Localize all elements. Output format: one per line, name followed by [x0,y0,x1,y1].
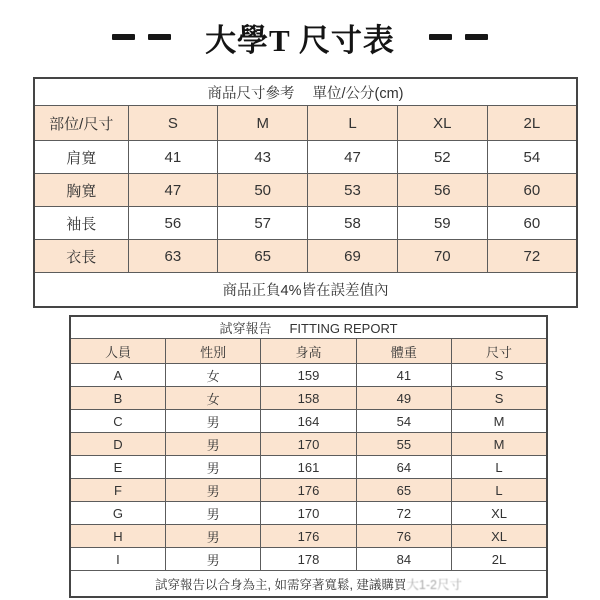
size-value: 52 [397,141,487,174]
fitting-row [70,502,547,525]
fitting-cell: 76 [356,525,451,548]
size-row-shoulder [34,141,577,174]
fitting-cell: G [70,502,165,525]
size-header-cell: S [128,106,218,141]
product-size-table [33,77,578,308]
fitting-cell: 男 [165,456,260,479]
fitting-cell: 178 [261,548,356,571]
fitting-cell: 2L [452,548,547,571]
size-value: 54 [487,141,577,174]
fitting-cell: 72 [356,502,451,525]
fitting-table-caption-row [70,316,547,339]
fitting-header-cell: 人員 [70,339,165,364]
fitting-footer-text: 試穿報告以合身為主, 如需穿著寬鬆, 建議購買 [155,577,407,592]
size-value: 53 [308,174,398,207]
fitting-cell: M [452,410,547,433]
dash-icon [429,34,452,40]
fitting-cell: 161 [261,456,356,479]
size-value: 63 [128,240,218,273]
fitting-cell: 170 [261,433,356,456]
fitting-report-table [69,315,548,598]
page-title-row [0,14,600,60]
dash-icon [465,34,488,40]
fitting-cell: L [452,479,547,502]
fitting-cell: 65 [356,479,451,502]
fitting-cell: I [70,548,165,571]
size-table-header-row [34,106,577,141]
fitting-row [70,548,547,571]
fitting-cell: S [452,364,547,387]
fitting-cell: 158 [261,387,356,410]
fitting-cell: H [70,525,165,548]
fitting-header-cell: 體重 [356,339,451,364]
fitting-footer-faded-text: 大1-2尺寸 [406,577,462,592]
size-value: 59 [397,207,487,240]
fitting-table-footer-note [70,571,547,598]
size-value: 58 [308,207,398,240]
page-title: 大學T 尺寸表 [205,22,395,58]
size-value: 47 [308,141,398,174]
fitting-cell: 159 [261,364,356,387]
size-value: 69 [308,240,398,273]
size-value: 70 [397,240,487,273]
size-value: 56 [128,207,218,240]
size-value: 56 [397,174,487,207]
size-value: 41 [128,141,218,174]
fitting-cell: 170 [261,502,356,525]
fitting-cell: S [452,387,547,410]
size-value: 43 [218,141,308,174]
fitting-cell: 55 [356,433,451,456]
fitting-table-header-row [70,339,547,364]
fitting-row [70,410,547,433]
fitting-cell: 176 [261,525,356,548]
row-label: 胸寬 [34,174,128,207]
size-value: 47 [128,174,218,207]
fitting-cell: 男 [165,525,260,548]
fitting-caption-en: FITTING REPORT [289,321,398,336]
size-table-caption-row [34,78,577,106]
fitting-cell: XL [452,502,547,525]
size-value: 60 [487,207,577,240]
fitting-cell: 男 [165,433,260,456]
fitting-row [70,479,547,502]
fitting-cell: 女 [165,364,260,387]
fitting-cell: 女 [165,387,260,410]
size-table-footer-note: 商品正負4%皆在誤差值內 [34,273,577,308]
fitting-cell: B [70,387,165,410]
fitting-cell: 84 [356,548,451,571]
fitting-row [70,525,547,548]
title-right-dashes [429,34,488,40]
fitting-cell: 男 [165,502,260,525]
fitting-cell: A [70,364,165,387]
size-value: 60 [487,174,577,207]
title-left-dashes [112,34,171,40]
fitting-cell: C [70,410,165,433]
fitting-cell: XL [452,525,547,548]
fitting-cell: D [70,433,165,456]
size-value: 50 [218,174,308,207]
fitting-cell: 男 [165,479,260,502]
fitting-row [70,387,547,410]
size-header-cell: L [308,106,398,141]
size-value: 65 [218,240,308,273]
row-label: 衣長 [34,240,128,273]
fitting-cell: 男 [165,410,260,433]
fitting-header-cell: 身高 [261,339,356,364]
fitting-row [70,456,547,479]
fitting-cell: 64 [356,456,451,479]
size-header-cell: M [218,106,308,141]
size-header-cell: 部位/尺寸 [34,106,128,141]
fitting-header-cell: 尺寸 [452,339,547,364]
size-header-cell: 2L [487,106,577,141]
size-row-chest [34,174,577,207]
fitting-header-cell: 性別 [165,339,260,364]
dash-icon [112,34,135,40]
fitting-row [70,433,547,456]
size-header-cell: XL [397,106,487,141]
fitting-table-caption [70,316,547,339]
size-table-caption [34,78,577,106]
size-row-sleeve [34,207,577,240]
size-row-length [34,240,577,273]
fitting-cell: 176 [261,479,356,502]
size-table-caption-unit: 單位/公分(cm) [312,85,404,102]
fitting-cell: 54 [356,410,451,433]
fitting-cell: M [452,433,547,456]
size-table-caption-text: 商品尺寸參考 [207,85,295,102]
fitting-cell: 49 [356,387,451,410]
size-value: 72 [487,240,577,273]
row-label: 肩寬 [34,141,128,174]
fitting-cell: E [70,456,165,479]
fitting-cell: 男 [165,548,260,571]
fitting-table-footer-row [70,571,547,598]
fitting-caption-text: 試穿報告 [219,321,272,336]
fitting-cell: 164 [261,410,356,433]
dash-icon [148,34,171,40]
fitting-row [70,364,547,387]
size-table-footer-row [34,273,577,308]
size-value: 57 [218,207,308,240]
fitting-cell: F [70,479,165,502]
row-label: 袖長 [34,207,128,240]
fitting-cell: L [452,456,547,479]
fitting-cell: 41 [356,364,451,387]
